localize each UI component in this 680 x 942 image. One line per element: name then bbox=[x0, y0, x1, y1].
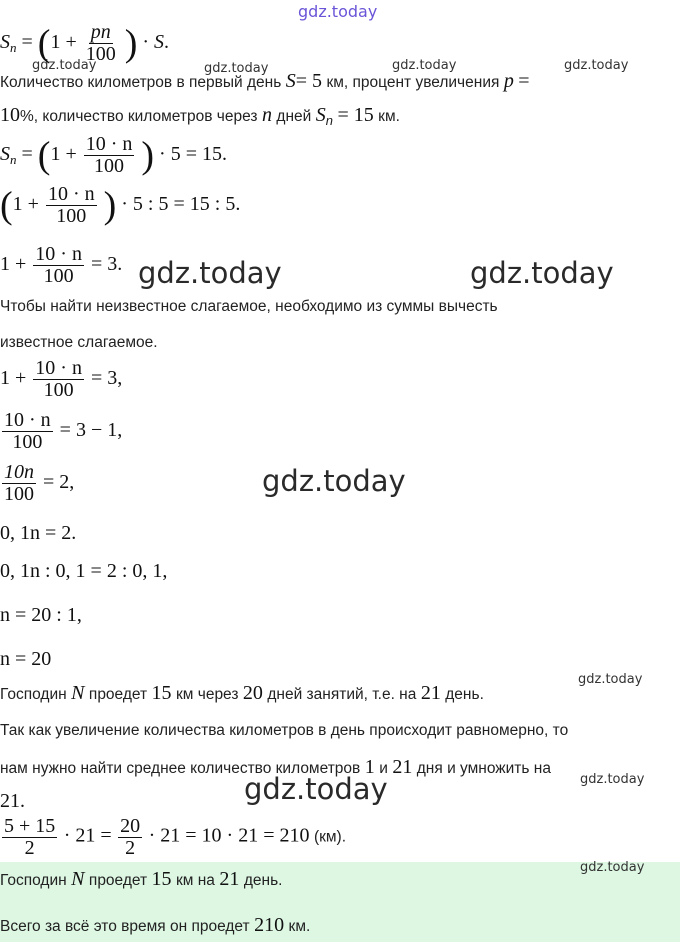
equation-9: n = 20 : 1, bbox=[0, 604, 82, 626]
watermark-small: gdz.today bbox=[578, 672, 643, 687]
result-line: Господин N проедет 15 км через 20 дней занятий, т.е. на 21 день. bbox=[0, 682, 484, 704]
equation-2: (1 + $\frac{10 \cdot n}{100}$ ) · 5 : 5 = 15 : 5. bbox=[0, 183, 241, 227]
watermark-small: gdz.today bbox=[580, 772, 645, 787]
watermark-small: gdz.today bbox=[204, 61, 269, 76]
watermark-small: gdz.today bbox=[32, 58, 97, 73]
answer-line-1: Господин N проедет 15 км на 21 день. bbox=[0, 868, 283, 890]
equation-1: $S_n = (1$ + $\frac{10 \cdot n}{100}$ ) · 5 = 15. bbox=[0, 133, 227, 177]
equation-8: 0, 1n : 0, 1 = 2 : 0, 1, bbox=[0, 560, 168, 582]
given-line-1: Количество километров в первый день S= 5 км, процент увеличения p = bbox=[0, 70, 530, 92]
formula-sn: $S_n = (1$ + $\frac{pn}{100}$ ) · S. bbox=[0, 21, 170, 65]
given-line-2: 10%, количество километров через n дней $S_n = 15$ км. bbox=[0, 104, 400, 128]
watermark-large: gdz.today bbox=[470, 256, 614, 290]
watermark-top: gdz.today bbox=[298, 2, 378, 21]
watermark-small: gdz.today bbox=[392, 58, 457, 73]
watermark-small: gdz.today bbox=[564, 58, 629, 73]
equation-3: 1 + $\frac{10 \cdot n}{100}$ = 3. bbox=[0, 243, 123, 287]
average-text-line-3: 21. bbox=[0, 790, 25, 812]
equation-10: n = 20 bbox=[0, 648, 52, 670]
equation-7: 0, 1n = 2. bbox=[0, 522, 77, 544]
watermark-large: gdz.today bbox=[138, 256, 282, 290]
watermark-small: gdz.today bbox=[580, 860, 645, 875]
equation-5: $\frac{10 \cdot n}{100}$ = 3 − 1, bbox=[4, 409, 123, 453]
answer-line-2: Всего за всё это время он проедет 210 км. bbox=[0, 914, 311, 936]
equation-4: 1 + $\frac{10 \cdot n}{100}$ = 3, bbox=[0, 357, 123, 401]
rule-text-line-1: Чтобы найти неизвестное слагаемое, необходимо из суммы вычесть bbox=[0, 298, 498, 315]
average-text-line-1: Так как увеличение количества километров в день происходит равномерно, то bbox=[0, 722, 569, 739]
average-equation: $\frac{5 + 15}{2}$ · 21 = $\frac{20}{2}$ · 21 = 10 · 21 = 210 (км). bbox=[4, 815, 347, 859]
average-text-line-2: нам нужно найти среднее количество километров 1 и 21 дня и умножить на bbox=[0, 756, 551, 778]
equation-6: $\frac{10n}{100}$ = 2, bbox=[4, 461, 75, 505]
watermark-large: gdz.today bbox=[244, 772, 388, 806]
rule-text-line-2: известное слагаемое. bbox=[0, 334, 158, 351]
watermark-large: gdz.today bbox=[262, 464, 406, 498]
